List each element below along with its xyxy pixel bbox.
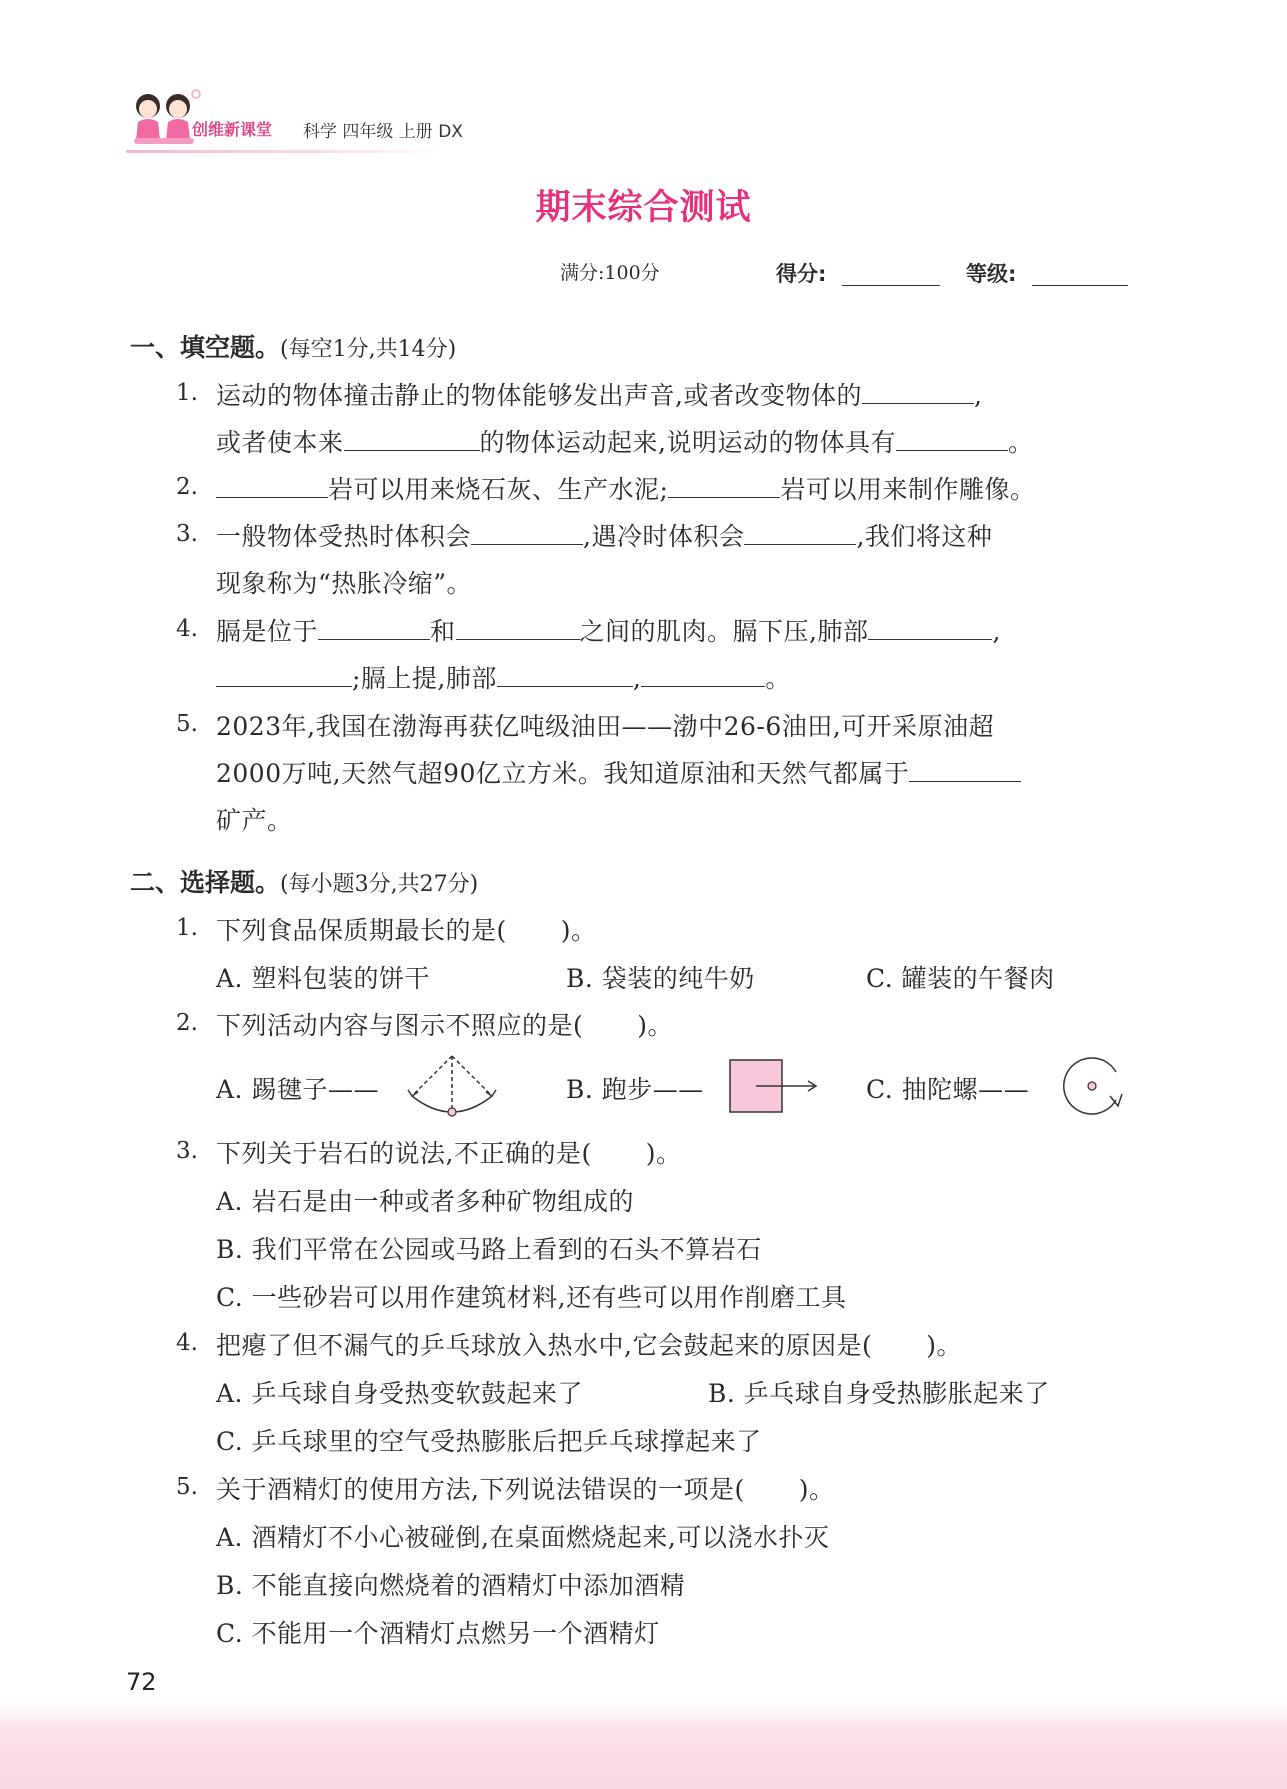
- section-2-heading: [130, 863, 478, 899]
- question-text: [216, 612, 1001, 648]
- answer-blank[interactable]: [896, 424, 1008, 451]
- option-a[interactable]: A. 踢毽子——: [216, 1075, 379, 1104]
- option-c[interactable]: C. 罐装的午餐肉: [866, 964, 1055, 993]
- text: 岩可以用来烧石灰、生产水泥;: [328, 475, 669, 504]
- question-number: 5.: [176, 1474, 198, 1500]
- question-text: [216, 911, 597, 947]
- page-number: 72: [126, 1668, 157, 1696]
- question-text: [216, 659, 791, 695]
- question-text: [216, 423, 1033, 459]
- text: )。: [645, 1139, 682, 1168]
- section-1-heading: [130, 328, 456, 364]
- running-square-diagram: [728, 1058, 820, 1114]
- question-text: [216, 376, 982, 412]
- answer-blank[interactable]: [318, 613, 430, 640]
- question-number: 4.: [176, 1330, 198, 1356]
- text: 关于酒精灯的使用方法,下列说法错误的一项是(: [216, 1475, 745, 1504]
- question-text: [216, 1006, 673, 1042]
- option-c[interactable]: C. 抽陀螺——: [866, 1075, 1030, 1104]
- option-b[interactable]: B. 我们平常在公园或马路上看到的石头不算岩石: [216, 1235, 762, 1264]
- answer-blank[interactable]: [471, 518, 583, 545]
- text: )。: [560, 916, 597, 945]
- text: 运动的物体撞击静止的物体能够发出声音,或者改变物体的: [216, 381, 862, 410]
- text: )。: [798, 1475, 835, 1504]
- score-label: 得分:: [776, 262, 827, 286]
- section-1-title: 一、填空题。: [130, 333, 281, 362]
- option-b[interactable]: B. 袋装的纯牛奶: [566, 964, 755, 993]
- question-number: 2.: [176, 1010, 198, 1036]
- answer-blank[interactable]: [668, 471, 780, 498]
- answer-blank[interactable]: [344, 424, 480, 451]
- text: 2000万吨,天然气超90亿立方米。我知道原油和天然气都属于: [216, 759, 910, 788]
- option-c[interactable]: C. 不能用一个酒精灯点燃另一个酒精灯: [216, 1619, 660, 1648]
- grade-blank[interactable]: [1032, 285, 1128, 286]
- text: 把瘪了但不漏气的乒乓球放入热水中,它会鼓起来的原因是(: [216, 1331, 873, 1360]
- text: 。: [1007, 428, 1034, 457]
- grade-label: 等级:: [966, 262, 1017, 286]
- spinning-top-diagram: [1058, 1054, 1130, 1118]
- question-number: 5.: [176, 711, 198, 737]
- answer-blank[interactable]: [744, 518, 856, 545]
- question-text: [216, 517, 992, 553]
- text: 和: [430, 617, 456, 646]
- answer-blank[interactable]: [216, 471, 328, 498]
- brand-name: 创维新课堂: [192, 120, 273, 139]
- text: 岩可以用来制作雕像。: [780, 475, 1036, 504]
- option-a[interactable]: A. 岩石是由一种或者多种矿物组成的: [216, 1187, 634, 1216]
- question-text: [216, 1326, 962, 1362]
- answer-blank[interactable]: [862, 377, 974, 404]
- text: )。: [637, 1011, 674, 1040]
- question-text: [216, 1470, 834, 1506]
- option-b[interactable]: B. 不能直接向燃烧着的酒精灯中添加酒精: [216, 1571, 686, 1600]
- option-a[interactable]: A. 乒乓球自身受热变软鼓起来了: [216, 1379, 583, 1408]
- question-number: 2.: [176, 474, 198, 500]
- option-c[interactable]: C. 乒乓球里的空气受热膨胀后把乒乓球撑起来了: [216, 1427, 762, 1456]
- question-number: 4.: [176, 616, 198, 642]
- question-number: 3.: [176, 1138, 198, 1164]
- header-divider: [126, 150, 446, 153]
- text: 的物体运动起来,说明运动的物体具有: [479, 428, 896, 457]
- option-c[interactable]: C. 一些砂岩可以用作建筑材料,还有些可以用作削磨工具: [216, 1283, 847, 1312]
- question-number: 1.: [176, 915, 198, 941]
- question-number: 1.: [176, 380, 198, 406]
- shuttlecock-arc-diagram: [404, 1052, 500, 1118]
- question-text: 2023年,我国在渤海再获亿吨级油田——渤中26-6油田,可开采原油超: [216, 712, 995, 741]
- section-2-note: (每小题3分,共27分): [280, 872, 479, 897]
- answer-blank[interactable]: [868, 613, 992, 640]
- text: ;膈上提,肺部: [352, 664, 497, 693]
- option-b[interactable]: B. 跑步——: [566, 1075, 704, 1104]
- text: ,我们将这种: [856, 522, 993, 551]
- text: )。: [926, 1331, 962, 1360]
- answer-blank[interactable]: [497, 660, 633, 687]
- text: 下列活动内容与图示不照应的是(: [216, 1011, 584, 1040]
- text: 之间的肌肉。膈下压,肺部: [579, 617, 869, 646]
- text: ,: [632, 664, 642, 693]
- question-number: 3.: [176, 521, 198, 547]
- option-a[interactable]: A. 塑料包装的饼干: [216, 964, 430, 993]
- question-text: [216, 1134, 681, 1170]
- option-b[interactable]: B. 乒乓球自身受热膨胀起来了: [708, 1379, 1050, 1408]
- full-score: 满分:100分: [560, 262, 660, 284]
- score-blank[interactable]: [842, 285, 940, 286]
- book-info: 科学 四年级 上册 DX: [303, 122, 463, 142]
- text: 下列食品保质期最长的是(: [216, 916, 507, 945]
- footer-band: [0, 1702, 1287, 1789]
- text: 或者使本来: [216, 428, 344, 457]
- page-title: 期末综合测试: [535, 188, 752, 228]
- question-text: 现象称为“热胀冷缩”。: [216, 569, 473, 598]
- answer-blank[interactable]: [216, 660, 352, 687]
- answer-blank[interactable]: [641, 660, 765, 687]
- text: 膈是位于: [216, 617, 319, 646]
- question-text: 矿产。: [216, 806, 293, 835]
- text: ,: [973, 381, 983, 410]
- answer-blank[interactable]: [909, 755, 1021, 782]
- text: 下列关于岩石的说法,不正确的是(: [216, 1139, 592, 1168]
- question-text: [216, 470, 1035, 506]
- answer-blank[interactable]: [456, 613, 580, 640]
- text: ,: [992, 617, 1001, 646]
- text: 一般物体受热时体积会: [216, 522, 472, 551]
- section-2-title: 二、选择题。: [130, 868, 281, 897]
- text: 。: [765, 664, 791, 693]
- option-a[interactable]: A. 酒精灯不小心被碰倒,在桌面燃烧起来,可以浇水扑灭: [216, 1523, 830, 1552]
- question-text: [216, 754, 1021, 790]
- section-1-note: (每空1分,共14分): [280, 337, 457, 362]
- text: ,遇冷时体积会: [583, 522, 745, 551]
